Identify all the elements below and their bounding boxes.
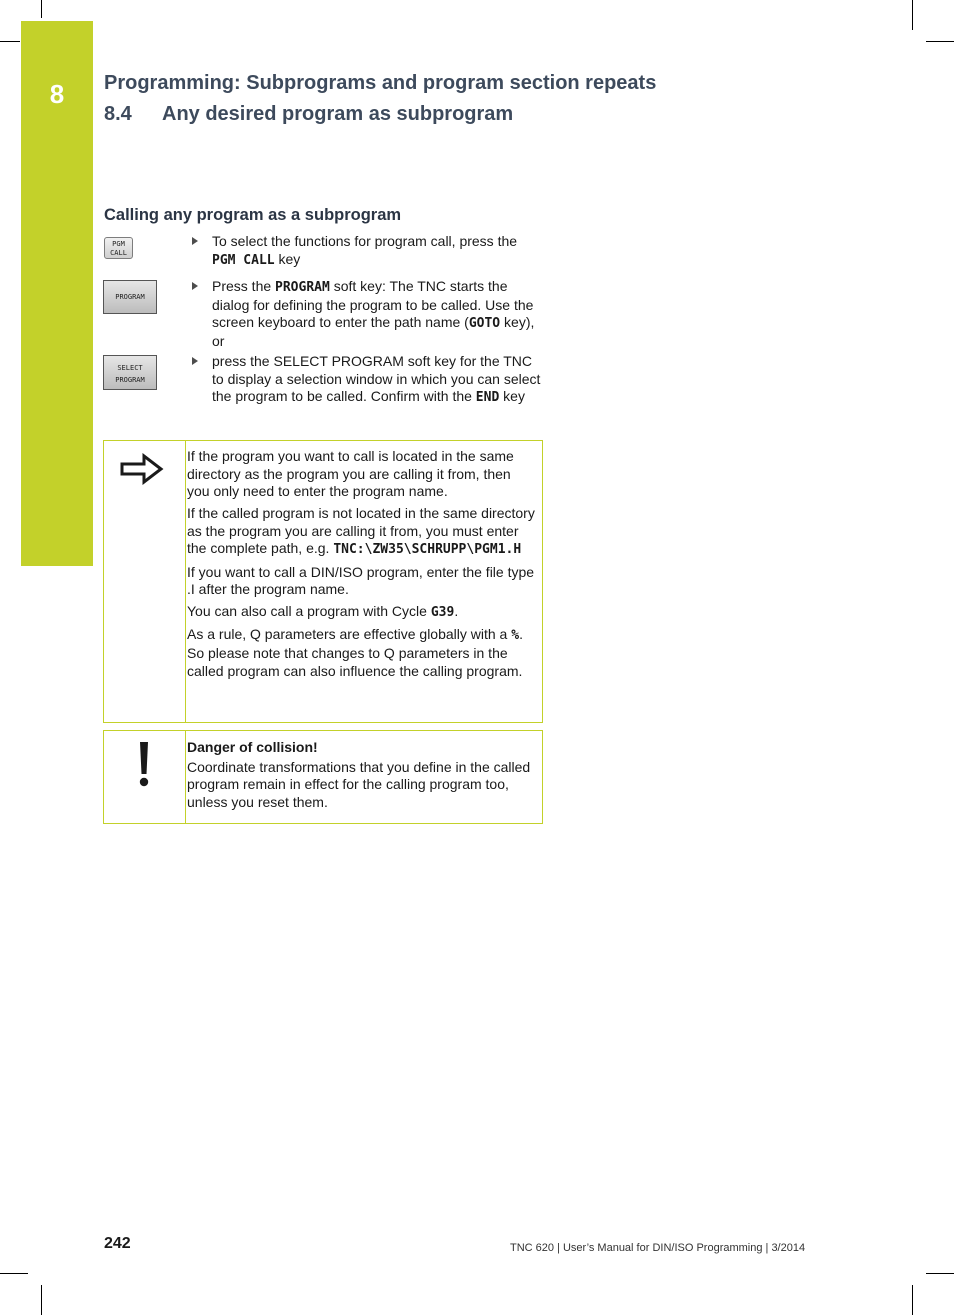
step-2-key: PROGRAM xyxy=(275,280,330,295)
step-1-key: PGM CALL xyxy=(212,252,275,268)
section-number: 8.4 xyxy=(104,103,132,125)
crop-mark xyxy=(912,1285,913,1315)
step-bullet-icon xyxy=(192,357,198,365)
program-softkey-icon xyxy=(103,280,157,314)
crop-mark xyxy=(912,0,913,30)
arrow-right-icon xyxy=(120,453,164,485)
note-paragraph xyxy=(187,603,536,622)
note-paragraph xyxy=(187,505,536,559)
select-program-softkey-line1: SELECT xyxy=(117,364,143,372)
footer-text: TNC 620 | User’s Manual for DIN/ISO Programming | 3/2014 xyxy=(510,1242,806,1254)
crop-mark xyxy=(0,1273,28,1274)
pgm-call-key-icon xyxy=(104,237,133,259)
select-program-softkey-icon xyxy=(103,355,157,390)
step-3 xyxy=(192,353,544,407)
note-text xyxy=(187,448,536,685)
warning-icon-column xyxy=(104,731,186,823)
step-3-text: press the SELECT PROGRAM soft key for the TNC to display a selection window in which you can select the program to be called. Confirm with the xyxy=(212,353,541,405)
note-paragraph: If the program you want to call is located in the same directory as the program you are calling it from, then you only need to enter the program name. xyxy=(187,448,514,500)
step-3-text-end: key xyxy=(499,388,525,405)
note-box xyxy=(103,440,543,723)
select-program-softkey-line2: PROGRAM xyxy=(115,376,145,384)
page-number: 242 xyxy=(104,1235,131,1252)
note-p4-text: You can also call a program with Cycle xyxy=(187,603,431,620)
step-1-text-end: key xyxy=(274,250,301,267)
step-2-text-mid: soft key: The TNC starts the dialog for defining the program to be called. Use the screen keyboard to enter the path name ( xyxy=(212,278,534,331)
crop-mark xyxy=(926,41,954,42)
warning-paragraph: Coordinate transformations that you define in the called program remain in effect for the calling program too, unless you reset them. xyxy=(187,758,531,810)
chapter-title: Programming: Subprograms and program section repeats xyxy=(104,72,657,94)
step-2-key-goto: GOTO xyxy=(468,316,501,332)
chapter-number: 8 xyxy=(49,79,65,109)
crop-mark xyxy=(41,0,42,18)
warning-text xyxy=(187,739,536,816)
exclamation-icon xyxy=(136,741,152,789)
warning-title: Danger of collision! xyxy=(187,739,318,755)
step-1-text: To select the functions for program call, press the xyxy=(212,233,518,249)
chapter-tab xyxy=(21,21,93,566)
crop-mark xyxy=(41,1285,42,1315)
warning-box xyxy=(103,730,543,824)
program-softkey-label: PROGRAM xyxy=(115,293,145,301)
step-2 xyxy=(192,278,544,350)
section-title-text: Any desired program as subprogram xyxy=(162,103,514,125)
note-p5-end: . So please note that changes to Q parameters in the called program can also influence the calling program. xyxy=(187,626,523,679)
note-icon-column xyxy=(104,441,186,722)
step-3-key: END xyxy=(475,390,500,406)
step-1 xyxy=(192,233,544,269)
crop-mark xyxy=(926,1273,954,1274)
note-paragraph xyxy=(187,626,536,680)
note-p4-end: . xyxy=(454,603,459,620)
step-bullet-icon xyxy=(192,282,198,290)
pgm-call-key-line1: PGM xyxy=(112,240,125,248)
section-title xyxy=(104,103,513,126)
subsection-heading: Calling any program as a subprogram xyxy=(104,206,402,224)
note-p4-cycle: G39 xyxy=(430,605,455,621)
note-p2-text: If the called program is not located in the same directory as the program you are calling it from, you must enter the complete path, e.g. xyxy=(187,505,535,557)
step-2-text-end: key), or xyxy=(212,314,535,349)
note-paragraph: If you want to call a DIN/ISO program, enter the file type .I after the program name. xyxy=(187,563,535,598)
crop-mark xyxy=(0,41,20,42)
pgm-call-key-line2: CALL xyxy=(110,249,127,257)
step-bullet-icon xyxy=(192,237,198,245)
step-2-text: Press the xyxy=(212,278,276,294)
note-p2-path: TNC:\ZW35\SCHRUPP\PGM1.H xyxy=(333,542,522,558)
note-p5-code: % xyxy=(511,628,520,644)
note-p5-text: As a rule, Q parameters are effective globally with a xyxy=(187,626,512,643)
